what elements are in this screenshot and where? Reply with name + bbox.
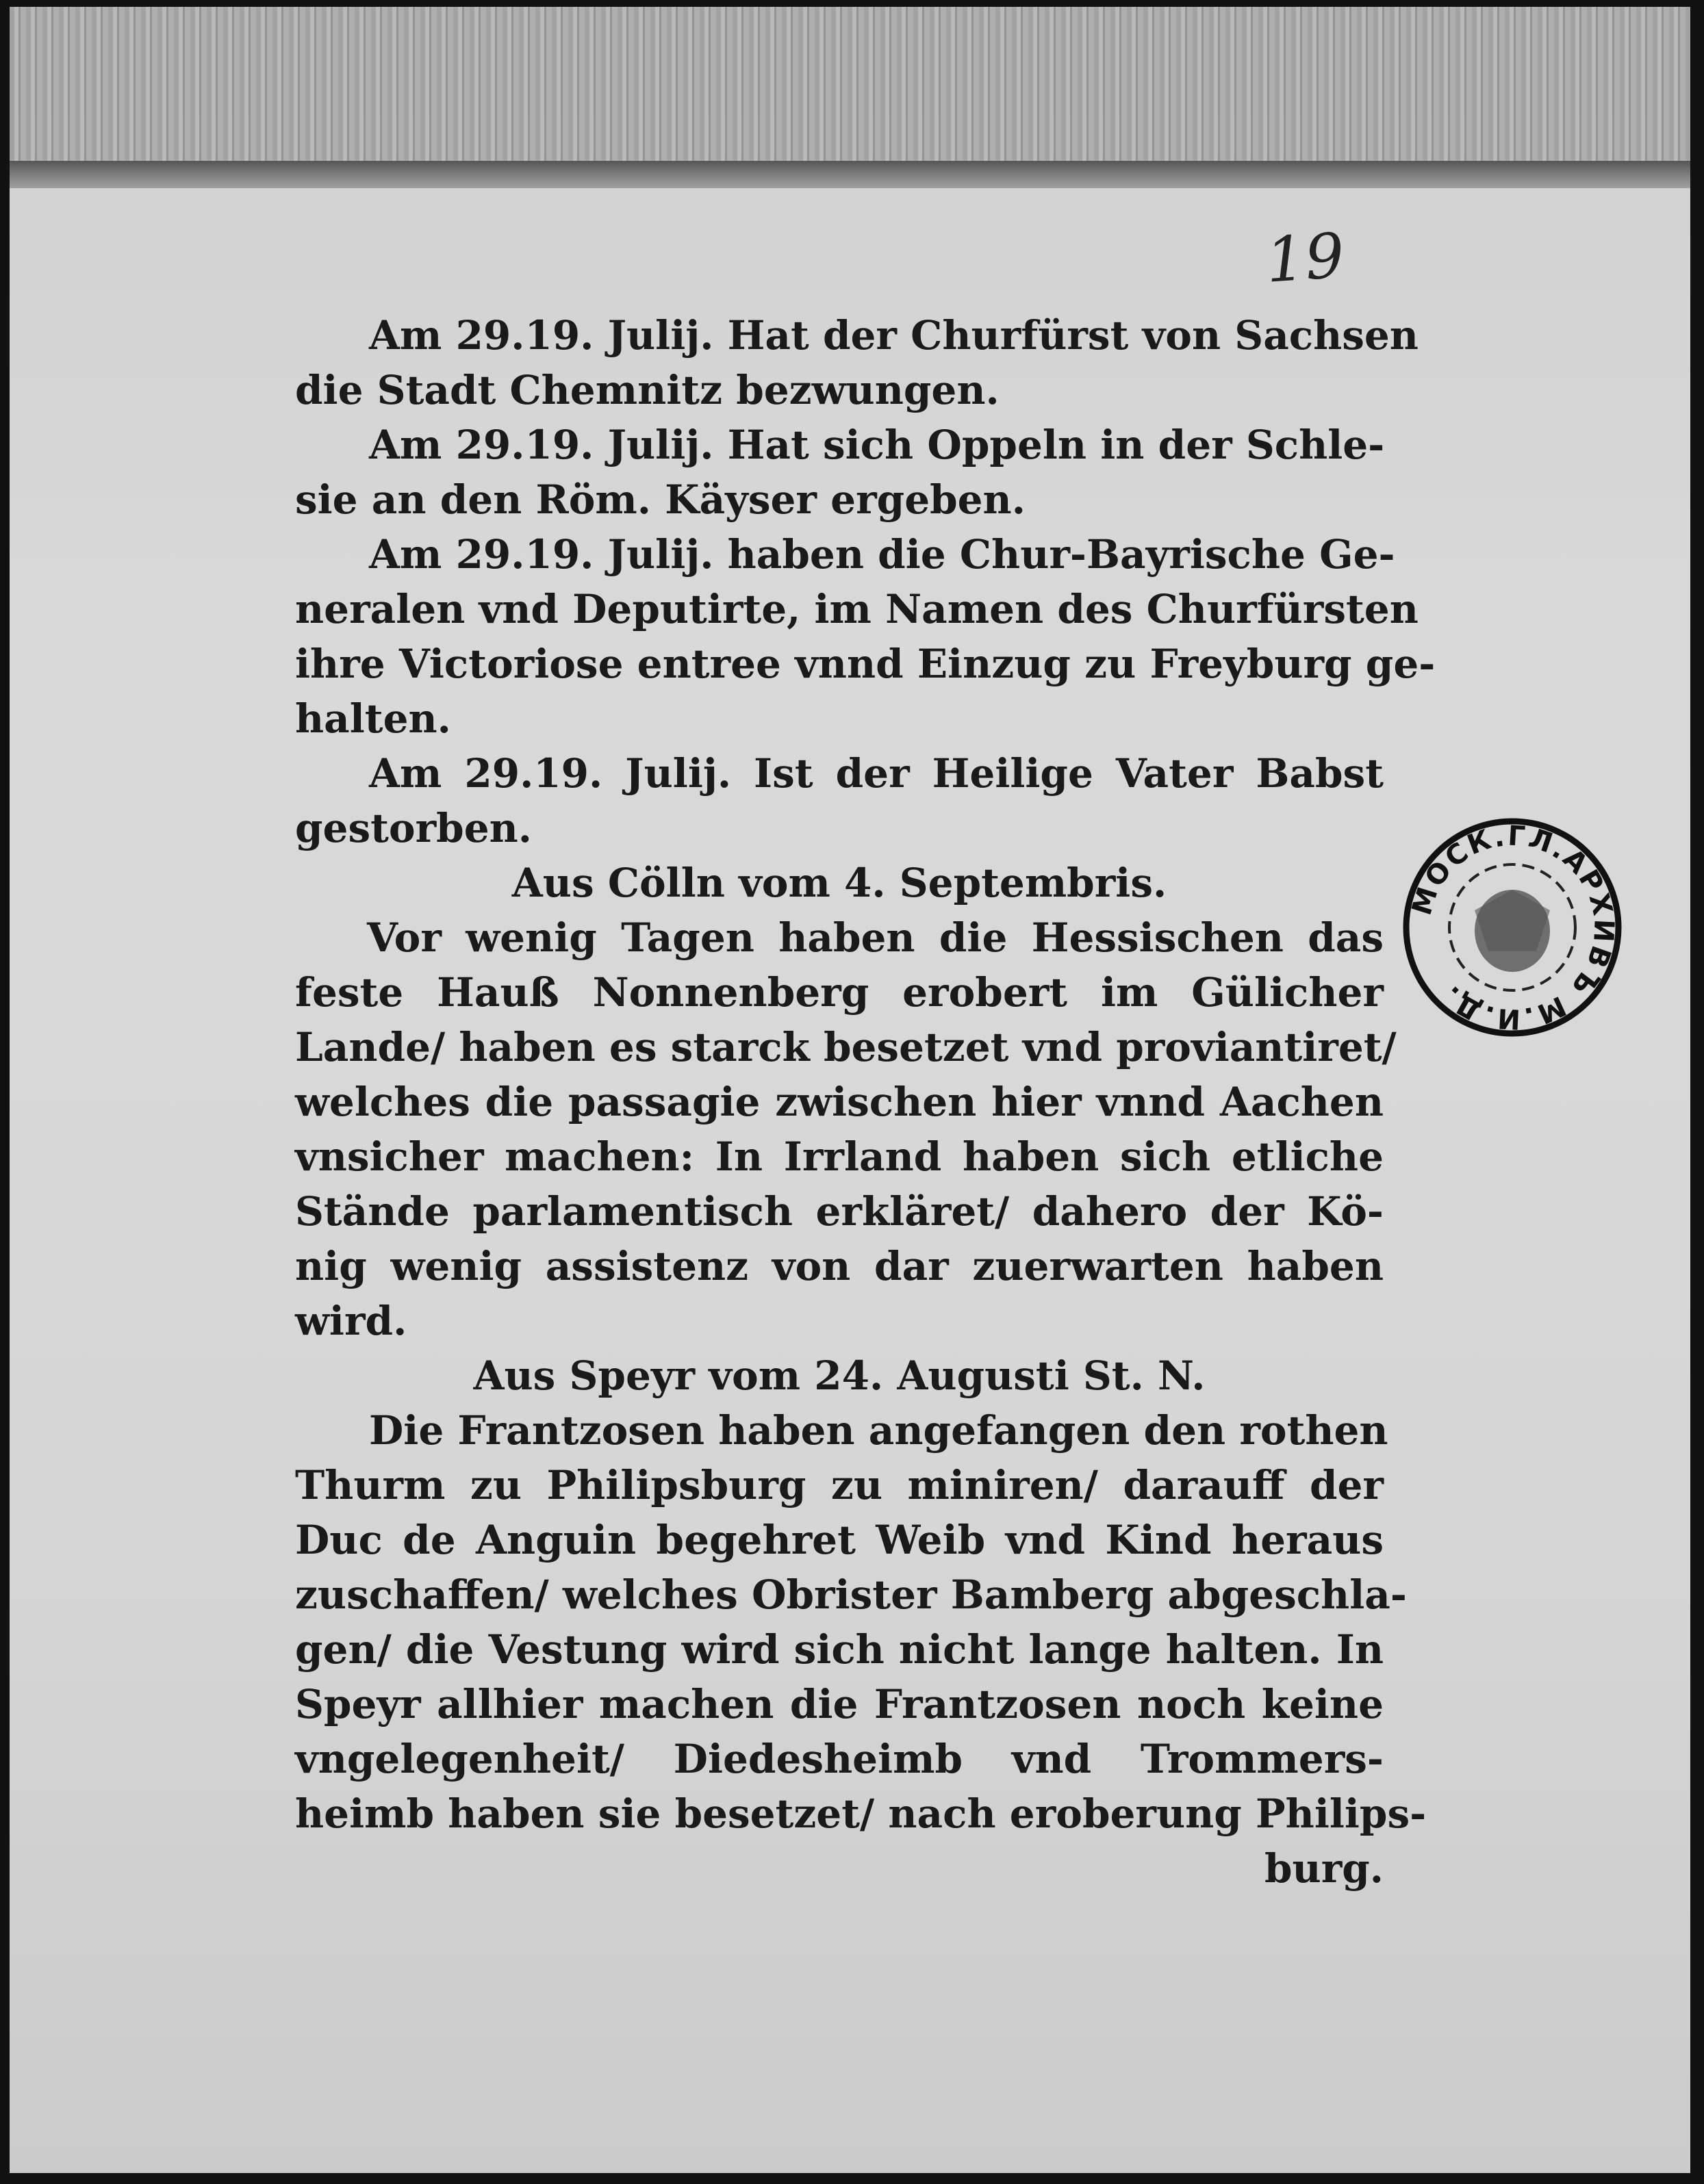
scan-page-edge bbox=[10, 161, 1690, 188]
text-line: Speyr allhier machen die Frantzosen noch keine bbox=[295, 1681, 1384, 1727]
text-line: halten. bbox=[295, 695, 451, 742]
text-line: nig wenig assistenz von dar zuerwarten haben bbox=[295, 1243, 1384, 1289]
text-line: ihre Victoriose entree vnnd Einzug zu Freyburg ge- bbox=[295, 641, 1436, 687]
text-line: wird. bbox=[295, 1298, 407, 1344]
text-line: feste Hauß Nonnenberg erobert im Gülicher bbox=[295, 969, 1384, 1016]
body-text bbox=[295, 308, 1436, 1896]
text-line: Duc de Anguin begehret Weib vnd Kind heraus bbox=[295, 1517, 1384, 1563]
text-line: gestorben. bbox=[295, 805, 532, 851]
handwritten-page-number: 19 bbox=[1263, 220, 1347, 297]
text-line: vnsicher machen: In Irrland haben sich etliche bbox=[295, 1133, 1384, 1180]
text-line: sie an den Röm. Käyser ergeben. bbox=[295, 476, 1026, 523]
text-line: Lande/ haben es starck besetzet vnd proviantiret/ bbox=[295, 1024, 1397, 1070]
text-line: Vor wenig Tagen haben die Hessischen das bbox=[367, 914, 1384, 961]
text-line: Am 29.19. Julij. haben die Chur-Bayrische Ge- bbox=[369, 531, 1395, 578]
text-line: Am 29.19. Julij. Hat der Churfürst von Sachsen bbox=[369, 312, 1419, 359]
scan-top-band bbox=[10, 7, 1690, 168]
text-line: vngelegenheit/ Diedesheimb vnd Trommers- bbox=[295, 1736, 1384, 1782]
text-line: neralen vnd Deputirte, im Namen des Churfürsten bbox=[295, 586, 1419, 632]
text-line: welches die passagie zwischen hier vnnd Aachen bbox=[295, 1079, 1384, 1125]
svg-text:МОСК.ГЛ.АРХИВЪ М.И.Д.: МОСК.ГЛ.АРХИВЪ М.И.Д. bbox=[1406, 820, 1620, 1035]
text-line: Am 29.19. Julij. Hat sich Oppeln in der Schle- bbox=[369, 422, 1385, 468]
text-line: zuschaffen/ welches Obrister Bamberg abgeschla- bbox=[295, 1571, 1407, 1618]
section-heading: Aus Speyr vom 24. Augusti St. N. bbox=[473, 1352, 1206, 1399]
text-line: burg. bbox=[1264, 1845, 1384, 1892]
text-line: die Stadt Chemnitz bezwungen. bbox=[295, 367, 1000, 413]
text-line: Die Frantzosen haben angefangen den rothen bbox=[369, 1407, 1388, 1454]
text-line: Am 29.19. Julij. Ist der Heilige Vater Babst bbox=[369, 750, 1384, 797]
section-heading: Aus Cölln vom 4. Septembris. bbox=[511, 860, 1167, 906]
document-page bbox=[10, 7, 1690, 2173]
eagle-emblem-icon bbox=[1475, 890, 1550, 972]
archive-stamp bbox=[1399, 814, 1625, 1040]
text-line: Thurm zu Philipsburg zu miniren/ darauff der bbox=[295, 1462, 1384, 1508]
text-line: heimb haben sie besetzet/ nach eroberung Philips- bbox=[295, 1790, 1427, 1837]
text-line: Stände parlamentisch erkläret/ dahero der Kö- bbox=[295, 1188, 1384, 1235]
text-line: gen/ die Vestung wird sich nicht lange halten. In bbox=[295, 1626, 1384, 1673]
